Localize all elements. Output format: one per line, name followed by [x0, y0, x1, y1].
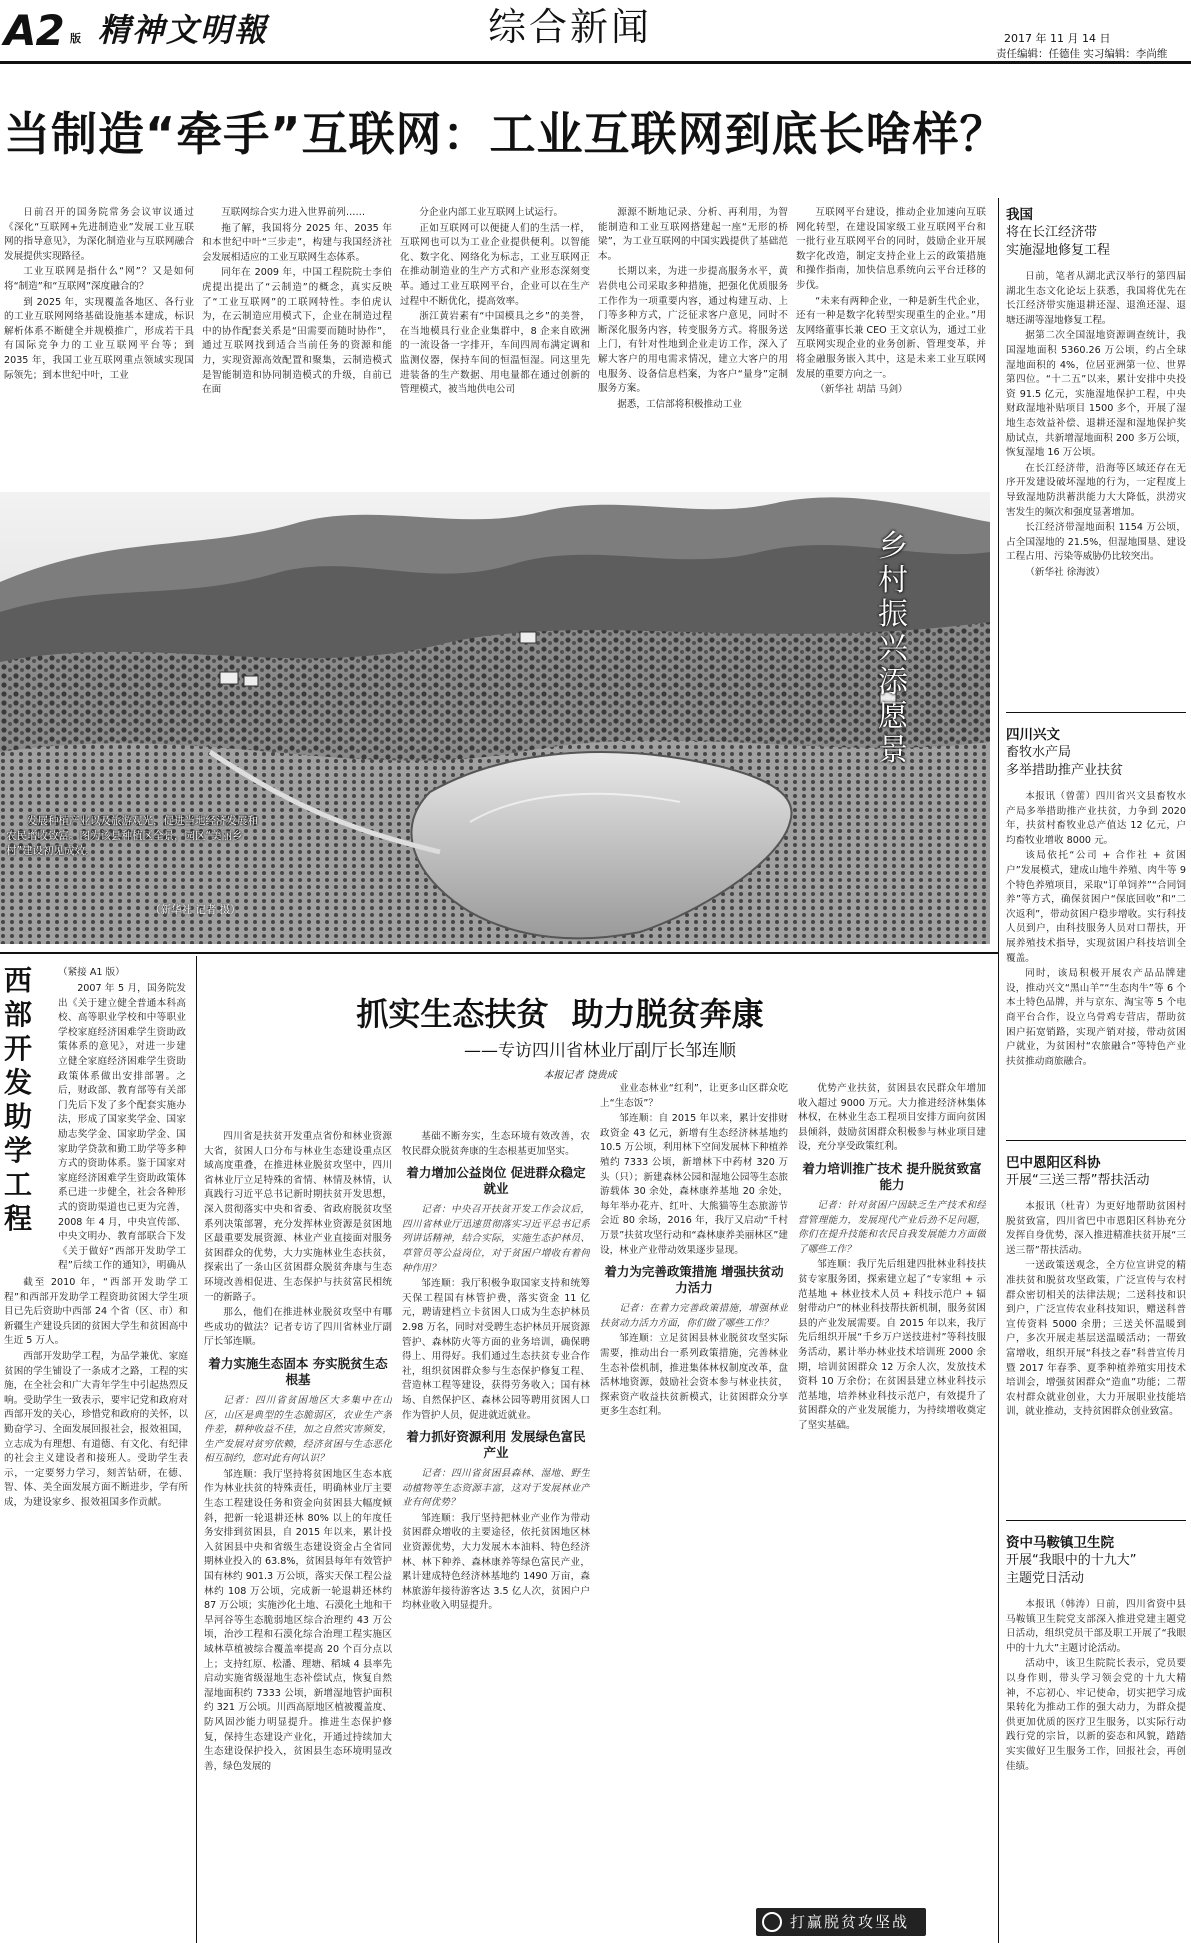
- paragraph: 邹连顺：我厅先后组建四批林业科技扶贫专家服务团，探索建立起了“专家组 + 示范基地 + 林业技术人员 + 科技示范户 + 辐射带动户”的林业科技帮扶新机制，服务贫困县的产业发展需要。自 2015 年以来，我厅先后组织开展“千乡万户送技进村”等科技服务活动，累计举办林业技术培训班 2000 余期，培训贫困群众 12 万余人次，发放技术资料 10 万余份；在贫困县建立林业科技示范基地，培养林业科技示范户，有效提升了贫困群众的产业发展能力，为持续增收奠定了坚实基础。: [798, 1259, 986, 1431]
- paragraph: 据第二次全国湿地资源调查统计，我国湿地面积 5360.26 万公顷，约占全球湿地面积的 4%，位居亚洲第一位、世界第四位。“十二五”以来，累计安排中央投资 91.5 亿元，实施湿地保护工程，中央财政湿地补贴项目 1500 多个，开展了湿地生态效益补偿、退耕还湿和湿地保护奖励试点，共新增湿地面积 200 多万公顷，恢复湿地 16 万公顷。: [1006, 330, 1186, 459]
- interview-column: [600, 1082, 788, 1936]
- paragraph: 该局依托“公司 + 合作社 + 贫困户”发展模式，建成山地牛养殖、肉牛等 9 个特色养殖项目，采取“订单饲养”“合同饲养”等方式，确保贫困户“保底回收”和“二次返利”，带动贫困户稳步增收。实行科技人员到户，由科技服务人员对口帮扶，开展养殖技术指导，实现贫困户科技培训全覆盖。: [1006, 850, 1186, 964]
- sidebar-brief-title: 开展“三送三帮”帮扶活动: [1006, 1173, 1150, 1188]
- paragraph: 本报讯（曾蕾）四川省兴文县畜牧水产局多举措助推产业扶贫，力争到 2020 年，扶贫村畜牧业总产值达 12 亿元，户均畜牧业增收 8000 元。: [1006, 791, 1186, 846]
- west-program-body-bottom: [4, 1276, 188, 1936]
- paragraph: 截至 2010 年，“西部开发助学工程”和西部开发助学工程资助贫困大学生项目已先后资助中西部 24 个省（区、市）和新疆生产建设兵团的贫困大学生和贫困高中生近 5 万人。: [4, 1277, 188, 1347]
- paragraph: 到 2025 年，实现覆盖各地区、各行业的工业互联网网络基础设施基本建成，标识解析体系不断健全并规模推广，形成若干具有国际竞争力的工业互联网平台等；到 2035 年，我国工业互联网重点领域实现国际领先；到本世纪中叶，工业: [4, 296, 194, 381]
- photo-caption: 发展种植产业以及旅游观光，促进当地经济发展和农民增收致富。图为该县种植区全景，园区“美丽乡村”建设初见成效。: [6, 815, 258, 857]
- sidebar-brief-region: 资中马鞍镇卫生院: [1006, 1535, 1114, 1551]
- landscape-illustration: [0, 492, 990, 944]
- sidebar-brief-title: 将在长江经济带 实施湿地修复工程: [1006, 225, 1111, 258]
- interview-subtitle: ——专访四川省林业厅副厅长邹连顺: [464, 1041, 736, 1061]
- sidebar-brief: [1006, 1154, 1186, 1522]
- paragraph: 本报讯（杜青）为更好地帮助贫困村脱贫致富，四川省巴中市恩阳区科协充分发挥自身优势，深入推进精准扶贫开展“三送三帮”帮扶活动。: [1006, 1201, 1186, 1256]
- paragraph: 源源不断地记录、分析、再利用，为智能制造和工业互联网搭建起一座“无形的桥梁”，为工业互联网的中国实践提供了基础范本。: [598, 207, 788, 262]
- section-subheading: 着力实施生态固本 夯实脱贫生态根基: [208, 1355, 388, 1387]
- interview-column: [798, 1082, 986, 1900]
- issue-date: 2017 年 11 月 14 日: [1004, 32, 1111, 45]
- paragraph: “未来有两种企业，一种是新生代企业，还有一种是数字化转型实现重生的企业。”用友网络董事长兼 CEO 王文京认为，通过工业互联网实现企业的业务创新、管理变革，并将金融服务嵌入其中，这是未来工业互联网发展的重要方向之一。: [796, 295, 986, 380]
- paragraph: （新华社 徐海波）: [1025, 566, 1105, 578]
- badge-text: 打赢脱贫攻坚战: [790, 1913, 910, 1931]
- paragraph: 活动中，该卫生院院长表示，党员要以身作则，带头学习领会党的十九大精神，不忘初心、牢记使命，切实把学习成果转化为推动工作的强大动力，为群众提供更加优质的医疗卫生服务，以实际行动践行党的宗旨，以新的姿态和风貌，踏踏实实做好卫生服务工作，回报社会，再创佳绩。: [1006, 1658, 1186, 1772]
- interview-question: 记者：中央召开扶贫开发工作会议后，四川省林业厅迅速贯彻落实习近平总书记系列讲话精神，结合实际，实施生态护林员、草管员等公益岗位，对于贫困户增收有着何种作用？: [402, 1204, 590, 1274]
- west-program-body-top: [58, 982, 186, 1274]
- sidebar-brief-title: 开展“我眼中的十九大” 主题党日活动: [1006, 1553, 1137, 1586]
- paragraph: 本报讯（韩涛）日前，四川省资中县马鞍镇卫生院党支部深入推进党建主题党日活动，组织党员干部及职工开展了“我眼中的十九大”主题讨论活动。: [1006, 1599, 1186, 1654]
- paragraph: 日前，笔者从湖北武汉举行的第四届湖北生态文化论坛上获悉，我国将优先在长江经济带实施退耕还湿、退渔还湿、退塘还湖等湿地修复工程。: [1006, 271, 1186, 326]
- paper-logo: 精神文明報: [98, 11, 269, 49]
- paragraph: 那么，他们在推进林业脱贫攻坚中有哪些成功的做法？记者专访了四川省林业厅副厅长邹连顺。: [204, 1307, 392, 1348]
- paragraph: 邹连顺：我厅积极争取国家支持和统筹天保工程国有林管护费，落实资金 11 亿元，聘请建档立卡贫困人口成为生态护林员 2.98 万名，同时对受聘生态护林员开展资源管护、森林防火等方面的业务培训，确保聘得上、用得好。我们通过生态扶贫专业合作社，组织贫困群众参与生态保护修复工程、营造林工程等建设，获得劳务收入；国有林场、自然保护区、森林公园等聘用贫困人口作为管护人员，促进就近就业。: [402, 1278, 590, 1421]
- rural-landscape-photo: [0, 492, 990, 944]
- paragraph: 西部开发助学工程，为品学兼优、家庭贫困的学生铺设了一条成才之路，工程的实施，在全社会和广大青年学生中引起热烈反响。受助学生一致表示，要牢记党和政府对西部开发的关心，珍惜党和政府的关怀，以勤奋学习、全面发展回报社会，报效祖国，立志成为有理想、有道德、有文化、有纪律的社会主义建设者和接班人。受助学生表示，一定要努力学习，刻苦钻研，在德、智、体、美全面发展方面不断进步，学有所成，为建设家乡、报效祖国多作贡献。: [4, 1350, 188, 1508]
- interview-question: 记者：针对贫困户因缺乏生产技术和经营管理能力，发展现代产业后劲不足问题，你们在提升技能和农民自我发展能力方面做了哪些工作？: [798, 1199, 986, 1255]
- lead-article-column: [796, 206, 986, 484]
- paragraph: 同年在 2009 年，中国工程院院士李伯虎提出提出了“云制造”的概念，真实反映了“工业互联网”的工联网特性。李伯虎认为，在云制造应用模式下，企业在制造过程中的协作配套关系是“田需要而随时协作”，通过互联网找到适合当前任务的资源和能力，实现资源高效配置和聚集，云制造模式是智能制造和协同制造模式的升级，自前已在面: [202, 267, 392, 396]
- interview-question: 记者：四川省贫困县森林、湿地、野生动植物等生态资源丰富，这对于发展林业产业有何优势？: [402, 1468, 590, 1509]
- interview-column: [402, 1130, 590, 1936]
- sidebar-brief-region: 我国: [1006, 207, 1033, 223]
- page-number-suffix: 版: [70, 32, 81, 45]
- paragraph: 据悉，工信部将积极推动工业: [617, 398, 742, 410]
- paragraph: 邹连顺：立足贫困县林业脱贫攻坚实际需要，推动出台一系列政策措施，完善林业生态补偿机制，推进集体林权制度改革，盘活林地资源，鼓励社会资本参与林业扶贫，探索资产收益扶贫新模式，让贫困群众分享更多生态红利。: [600, 1333, 788, 1418]
- paragraph: 正如互联网可以便捷人们的生活一样，互联网也可以为工业企业提供便利。以智能化、数字化、网络化为标志，工业互联网正在推动制造业的生产方式和产业形态深刻变革。通过工业互联网平台，企业可以在生产过程中不断优化，提高效率。: [400, 222, 590, 307]
- sidebar-brief: [1006, 726, 1186, 1140]
- paragraph: 同时，该局积极开展农产品品牌建设，推动兴文“黑山羊”“生态肉牛”等 6 个本土特色品牌，并与京东、淘宝等 5 个电商平台合作，设立乌骨鸡专营店，帮助贫困户拓宽销路，实现产销对接，带动贫困户就业，为贫困村“农旅融合”等特色产业扶贫推动商旅融合。: [1006, 968, 1186, 1067]
- paragraph: 一送政策送观念，全方位宣讲党的精准扶贫和脱贫攻坚政策，广泛宣传与农村群众密切相关的法律法规；二送科技和识到户，广泛宣传农业科技知识，赠送科普宣传资料 5000 余册；三送关怀温暖到户，多次开展走基层送温暖活动；一帮致富增收，组织开展“科技之春”科普宣传月暨 2017 年春季、夏季种植养殖实用技术培训会，增强贫困群众“造血”功能；二帮农村群众就业创业，大力开展职业技能培训，就业推动，支持贫困群众创业致富。: [1006, 1260, 1186, 1418]
- paragraph: 互联网平台建设，推动企业加速向互联网化转型，在建设国家级工业互联网平台和一批行业互联网平台的同时，鼓励企业开展数字化改造，制定支持企业上云的政策措施和操作指南，加快信息系统向云平台迁移的步伐。: [796, 207, 986, 291]
- interview-question: 记者：四川省贫困地区大多集中在山区，山区是典型的生态脆弱区，农业生产条件差，耕种收益不佳，加之自然灾害频发，生产发展对贫穷依赖，经济贫困与生态恶化相互制约，您对此有何认识？: [204, 1394, 392, 1465]
- poverty-campaign-badge: [756, 1908, 926, 1936]
- section-subheading: 着力为完善政策措施 增强扶贫动力活力: [604, 1264, 784, 1296]
- sidebar-brief: [1006, 206, 1186, 696]
- paragraph: 邹连顺：我厅坚持把林业产业作为带动贫困群众增收的主要途径，依托贫困地区林业资源优势，大力发展木本油料、特色经济林、林下种养、森林康养等绿色富民产业，累计建成特色经济林基地约 1490 万亩，森林旅游年接待游客达 3.5 亿人次，贫困户户均林业收入明显提升。: [402, 1512, 590, 1612]
- sidebar-brief-region: 巴中恩阳区科协: [1006, 1155, 1101, 1171]
- paragraph: 日前召开的国务院常务会议审议通过《深化“互联网+先进制造业”发展工业互联网的指导意见》，为深化制造业与互联网融合发展提供实现路径。: [4, 207, 194, 262]
- paragraph: 四川省是扶贫开发重点省份和林业资源大省，贫困人口分布与林业生态建设重点区域高度重叠，在推进林业脱贫攻坚中，四川省林业厅立足特殊的省情、林情及林情，认真践行习近平总书记新时期扶贫开发思想，深入贯彻落实中央和省委、省政府脱贫攻坚系列决策部署，充分发挥林业资源是贫困地区最重要发展资源、林业产业直接面对服务贫困群众的优势，大力实施林业生态扶贫，探索出了一条山区贫困群众脱贫奔康与生态环境改善相促进、生态保护与扶贫富民相统一的新路子。: [204, 1131, 392, 1303]
- paragraph: 长期以来，为进一步提高服务水平，黄岩供电公司采取多种措施，把强化优质服务工作作为一项重要内容，通过构建互动、上门等多种方式，广泛征求客户意见，同时不断深化服务内容，转变服务方式。将服务送上门，有针对性地到企业走访工作，深入了解大客户的用电需求情况，建立大客户的用电服务、设备信息档案，为客户“量身”定制服务方案。: [598, 266, 788, 395]
- lead-article-column: [400, 206, 590, 484]
- interview-byline: 本报记者 饶贵成: [543, 1070, 617, 1081]
- masthead: [0, 0, 1191, 66]
- paragraph: 邹连顺：我厅坚持将贫困地区生态本底作为林业扶贫的特殊责任，明确林业厅主要生态工程建设任务和资金向贫困县大幅度倾斜，把新一轮退耕还林 80% 以上的年度任务安排到贫困县，自 2015 年以来，累计投入贫困县中央和省级生态建设资金占全省同期林业投入的 63.8%，贫困县每年有效管护国有林约 901.3 万公顷，落实天保工程公益林约 108 万公顷，完成新一轮退耕还林约 87 万公顷；实施沙化土地、石漠化土地和干旱河谷等生态脆弱地区综合治理约 43 万公顷，治沙工程和石漠化综合治理工程实施区域林草植被综合覆盖率提高 20 个百分点以上；支持红原、松潘、理塘、稻城 4 县率先启动实施省级湿地生态补偿试点，恢复自然湿地面积约 7333 公顷，新增湿地管护面积约 321 万公顷。川西高原地区植被覆盖度、防风固沙能力明显提升。推进生态保护修复，保持生态建设产业化，开通过持续加大生态建设保护投入，贫困县生态环境明显改善，绿色发展的: [204, 1468, 392, 1772]
- interview-question: 记者：在着力完善政策措施，增强林业扶贫动力活力方面，你们做了哪些工作？: [600, 1303, 788, 1329]
- paragraph: 邹连顺：自 2015 年以来，累计安排财政资金 43 亿元，新增有生态经济林基地约 10.5 万公顷，利用林下空间发展林下种植养殖约 7333 公顷，新增林下中药材 320 万头（只）；新建森林公园和湿地公园等生态旅游载体 30 余处，森林康养基地 20 余处，每年举办花卉、红叶、大熊猫等生态旅游节会近 80 余场，2016 年，我厅又启动“千村万景”扶贫攻坚行动和“森林康养美丽林区”建设，林业产业带动效果逐步显现。: [600, 1113, 788, 1256]
- west-intro-text: （紧接 A1 版）: [58, 967, 125, 978]
- west-program-title: 西部开发助学工程: [4, 964, 33, 1235]
- section-subheading: 着力增加公益岗位 促进群众稳定就业: [406, 1165, 586, 1197]
- interview-title: 抓实生态扶贫 助力脱贫奔康: [356, 995, 764, 1033]
- paragraph: 工业互联网是指什么“网”？又是如何将“制造”和“互联网”深度融合的？: [4, 266, 194, 292]
- lead-article-column: [202, 206, 392, 484]
- section-subheading: 着力抓好资源利用 发展绿色富民产业: [406, 1429, 586, 1461]
- photo-credit: （新华社 记者 摄）: [150, 904, 241, 916]
- paragraph: 业业态林业“红利”，让更多山区群众吃上“生态饭”？: [600, 1083, 788, 1109]
- editors-line: 责任编辑：任德佳 实习编辑：李尚维: [996, 48, 1168, 60]
- paragraph: 拖了解，我国将分 2025 年、2035 年和本世纪中叶“三步走”，构建与我国经济社会发展相适应的工业互联网生态体系。: [202, 222, 392, 263]
- paragraph: 浙江黄岩素有“中国模具之乡”的美誉，在当地模具行业企业集群中，8 企来自欧洲的一流设备一字排开，车间四周布满定调和监测仪器，保持车间的恒温恒湿。同这里先进装备的生产数据、用电量都在通过创新的管理模式，被当地供电公司: [400, 311, 590, 396]
- sidebar-brief: [1006, 1534, 1186, 1934]
- badge-seal-icon: [762, 1912, 782, 1932]
- section-title: 综合新闻: [488, 5, 653, 49]
- paragraph: 在长江经济带，沿海等区域还存在无序开发建设破坏湿地的行为，一定程度上导致湿地防洪蓄洪能力大大降低，洪涝灾害发生的频次和强度显著增加。: [1006, 462, 1186, 518]
- lead-article-column: [4, 206, 194, 484]
- paragraph: 长江经济带湿地面积 1154 万公顷，占全国湿地的 21.5%，但湿地围垦、建设工程占用、污染等威胁仍比较突出。: [1006, 522, 1186, 563]
- paragraph: （新华社 胡喆 马剑）: [815, 384, 908, 396]
- sidebar-brief-region: 四川兴文: [1006, 727, 1060, 743]
- main-headline: 当制造“牵手”互联网：工业互联网到底长啥样？: [4, 107, 1007, 161]
- paragraph: 互联网综合实力进入世界前列……: [221, 207, 366, 218]
- section-subheading: 着力培训推广技术 提升脱贫致富能力: [802, 1160, 982, 1192]
- sidebar-brief-title: 畜牧水产局 多举措助推产业扶贫: [1006, 745, 1124, 778]
- page-number: A2: [4, 6, 64, 55]
- lead-article-column: [598, 206, 788, 484]
- photo-vertical-tag: 乡村振兴添愿景: [878, 529, 908, 768]
- paragraph: 2007 年 5 月，国务院发出《关于建立健全普通本科高校、高等职业学校和中等职业学校家庭经济困难学生资助政策体系的意见》，对进一步建立健全家庭经济困难学生资助政策体系做出安排部署。之后，财政部、教育部等有关部门先后下发了多个配套实施办法，形成了国家奖学金、国家励志奖学金、国家助学金、国家助学贷款和勤工助学等多种方式的资助体系。鉴于国家对家庭经济困难学生资助政策体系已进一步健全，社会各种形式的资助渠道也已更为完善，2008 年 4 月，中央宣传部、中央文明办、教育部联合下发《关于做好“西部开发助学工程”后续工作的通知》，明确从: [58, 983, 186, 1272]
- paragraph: 基础不断夯实，生态环境有效改善，农牧民群众脱贫奔康的生态根基更加坚实。: [402, 1131, 590, 1157]
- paragraph: 优势产业扶贫，贫困县农民群众年增加收入超过 9000 万元。大力推进经济林集体林权，在林业生态工程项目安排方面向贫困县倾斜，鼓励贫困群众积极参与林业项目建设，充分享受政策红利。: [798, 1083, 986, 1153]
- paragraph: 分企业内部工业互联网上试运行。: [419, 207, 564, 218]
- interview-column: [204, 1130, 392, 1936]
